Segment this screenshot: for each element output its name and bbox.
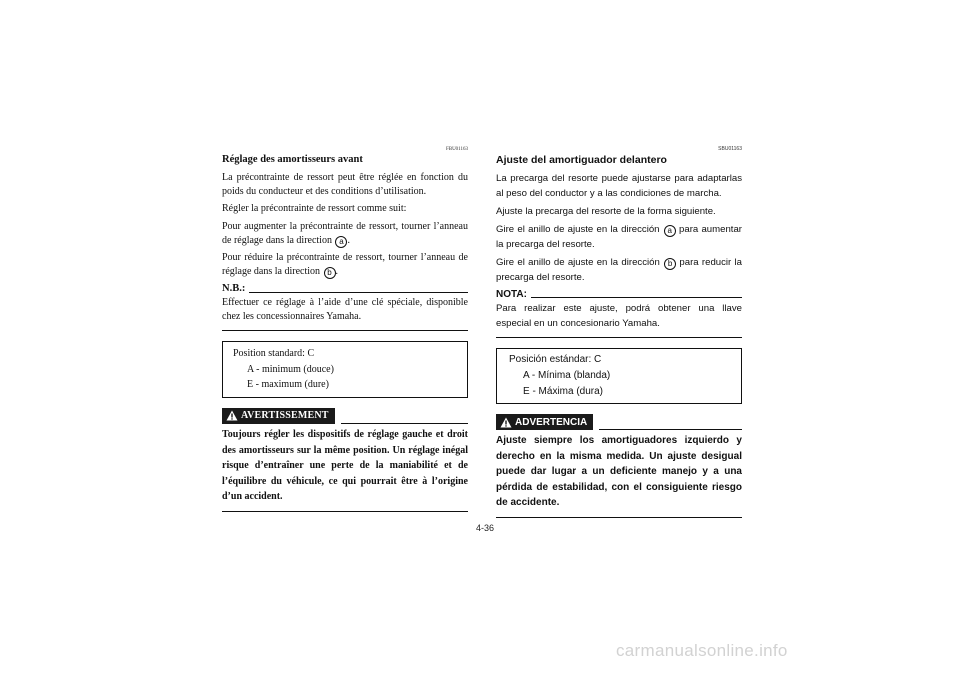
- note-text: Effectuer ce réglage à l’aide d’une clé spéciale, disponible chez les concessionnaires Yamaha.: [222, 296, 468, 331]
- warning-text: Toujours régler les dispositifs de réglage gauche et droit des amortisseurs sur la même position. Un réglage inégal risque d’entraîner une perte de la maniabilité et de l’équilibre du véhicule, ce qui pourrait être à l’origine d’un accident.: [222, 427, 468, 512]
- step-text: Pour augmenter la précontrainte de ressort, tourner l’anneau de réglage dans la direction: [222, 220, 468, 246]
- warning-header: [496, 414, 742, 430]
- warning-text: Ajuste siempre los amortiguadores izquierdo y derecho en la misma medida. Un ajuste desigual puede dar lugar a un deficiente manejo y a una pérdida de estabilidad, con el consiguiente riesgo de accidente.: [496, 433, 742, 518]
- section-title: Réglage des amortisseurs avant: [222, 154, 363, 165]
- step-text: Pour réduire la précontrainte de ressort, tourner l’anneau de réglage dans la direction: [222, 252, 468, 278]
- french-column: [222, 146, 468, 512]
- paragraph: Ajuste la precarga del resorte de la forma siguiente.: [496, 206, 716, 217]
- note-text: Para realizar este ajuste, podrá obtener una llave especial en un concesionario Yamaha.: [496, 301, 742, 338]
- marker-b-icon: b: [664, 258, 676, 270]
- box-line: Posición estándar: C: [509, 354, 602, 365]
- marker-a-icon: a: [664, 225, 676, 237]
- box-line: E - Máxima (dura): [523, 386, 604, 397]
- paragraph: La precarga del resorte puede ajustarse para adaptarlas al peso del conductor y a las condiciones de marcha.: [496, 173, 742, 199]
- box-line: Position standard: C: [233, 348, 315, 360]
- warning-label: AVERTISSEMENT: [241, 410, 329, 422]
- step-increase: [496, 222, 742, 252]
- divider: [341, 423, 468, 424]
- step-text: Gire el anillo de ajuste en la dirección: [496, 257, 664, 268]
- note-header: [222, 282, 468, 296]
- step-text: para reducir la precarga del resorte.: [496, 257, 742, 283]
- step-increase: Pour augmenter la précontrainte de ressort, tourner l’anneau de réglage dans la direction a .: [222, 220, 468, 246]
- note-header: [496, 288, 742, 301]
- section-title: Ajuste del amortiguador delantero: [496, 154, 667, 166]
- warning-label: ADVERTENCIA: [515, 416, 588, 428]
- paragraph: La précontrainte de ressort peut être réglée en fonction du poids du conducteur et des conditions d’utilisation.: [222, 172, 468, 198]
- standard-position-box: [496, 348, 742, 404]
- warning-triangle-icon: [500, 417, 512, 428]
- step-text: Gire el anillo de ajuste en la dirección: [496, 224, 663, 235]
- box-line: A - minimum (douce): [247, 363, 334, 375]
- divider: [531, 297, 742, 298]
- note-label: NOTA:: [496, 289, 527, 300]
- marker-a-icon: a: [335, 236, 347, 248]
- section-code: FBU01163: [445, 147, 468, 152]
- spanish-column: [496, 146, 742, 518]
- step-decrease: [496, 255, 742, 285]
- step-text: para aumentar la precarga del resorte.: [496, 224, 743, 250]
- warning-triangle-icon: [226, 410, 238, 421]
- warning-header: [222, 408, 468, 424]
- box-line: A - Mínima (blanda): [523, 370, 611, 381]
- warning-badge: [496, 414, 593, 430]
- warning-badge: [222, 408, 335, 424]
- standard-position-box: [222, 341, 468, 398]
- watermark: carmanualsonline.info: [616, 641, 788, 660]
- box-line: E - maximum (dure): [247, 379, 329, 391]
- paragraph: Régler la précontrainte de ressort comme suit:: [222, 203, 407, 215]
- step-decrease: Pour réduire la précontrainte de ressort, tourner l’anneau de réglage dans la direction b .: [222, 252, 468, 278]
- marker-b-icon: b: [324, 267, 336, 279]
- note-label: N.B.:: [222, 283, 246, 295]
- section-code: SBU01163: [718, 146, 742, 152]
- divider: [599, 429, 742, 430]
- page-number: 4-36: [475, 523, 494, 533]
- divider: [249, 292, 468, 293]
